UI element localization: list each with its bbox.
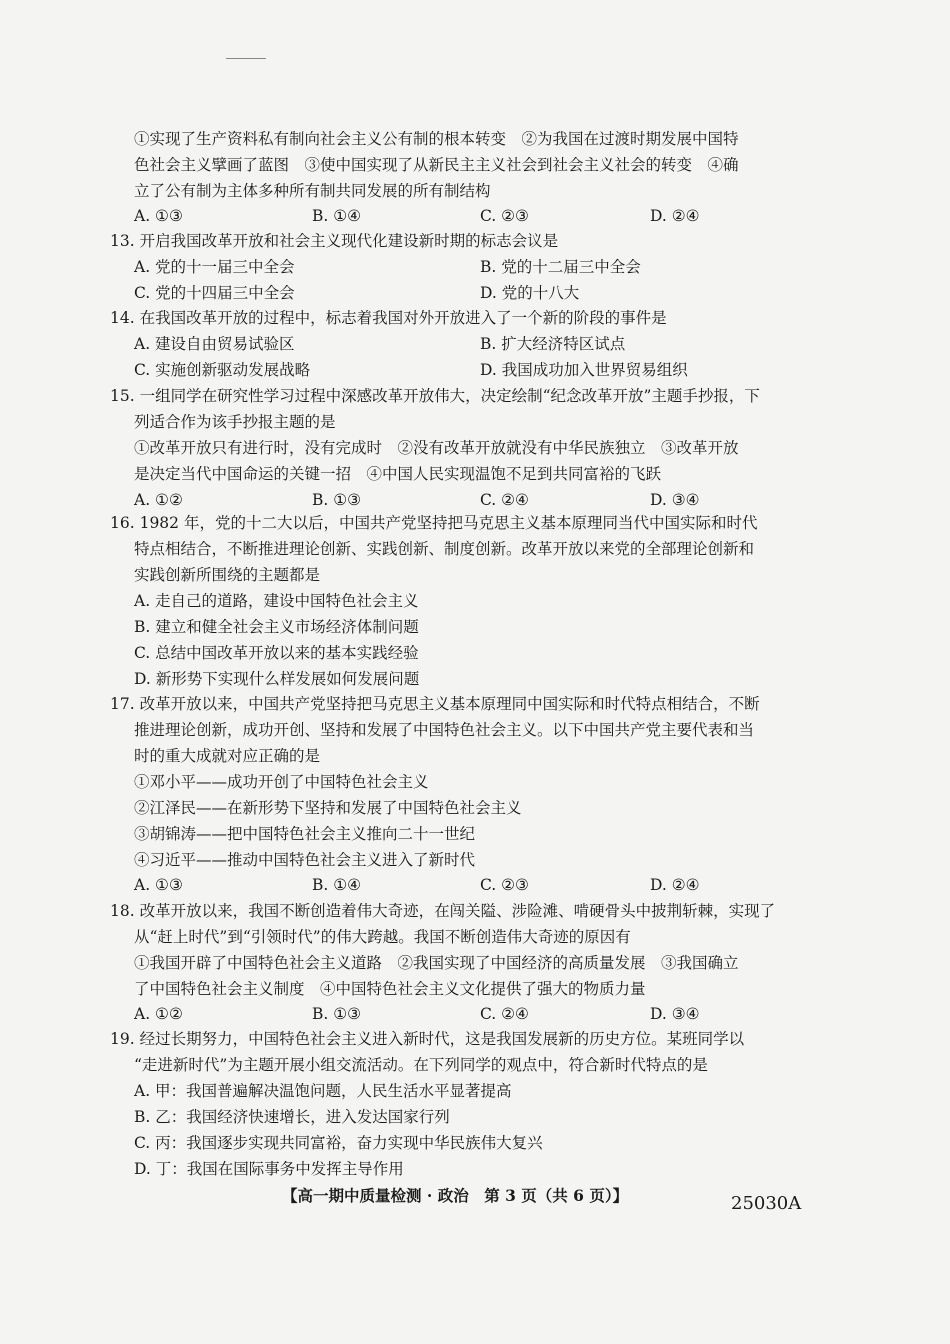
paper-code: 25030A (731, 1193, 802, 1214)
option-d: D. ③④ (650, 491, 700, 509)
option-b: B. ①④ (312, 207, 362, 225)
option-a: A. ①③ (134, 207, 183, 225)
question-stem: 特点相结合，不断推进理论创新、实践创新、制度创新。改革开放以来党的全部理论创新和 (134, 540, 755, 558)
option-b: B. ①③ (312, 1005, 362, 1023)
option-c: C. ②③ (480, 876, 529, 894)
page-footer: 【高一期中质量检测 · 政治 第 3 页（共 6 页）】 (282, 1186, 629, 1205)
statement-line: ①改革开放只有进行时，没有完成时 ②没有改革开放就没有中华民族独立 ③改革开放 (134, 439, 739, 457)
options-row (134, 280, 794, 306)
statement-item: ③胡锦涛——把中国特色社会主义推向二十一世纪 (134, 825, 476, 843)
option-b: B. 扩大经济特区试点 (480, 335, 626, 353)
question-stem: 列适合作为该手抄报主题的是 (134, 413, 336, 431)
question-stem: 从“赶上时代”到“引领时代”的伟大跨越。我国不断创造伟大奇迹的原因有 (134, 928, 631, 946)
statement-line: 色社会主义擘画了蓝图 ③使中国实现了从新民主主义社会到社会主义社会的转变 ④确 (134, 156, 739, 174)
scan-mark (226, 58, 266, 59)
question-stem: 17. 改革开放以来，中国共产党坚持把马克思主义基本原理同中国实际和时代特点相结合，不断 (110, 695, 760, 713)
option-d: D. 党的十八大 (480, 284, 580, 302)
option-a: A. ①② (134, 1005, 183, 1023)
option-c: C. 实施创新驱动发展战略 (134, 361, 311, 379)
option-b: B. 乙：我国经济快速增长，进入发达国家行列 (134, 1108, 450, 1126)
option-d: D. 我国成功加入世界贸易组织 (480, 361, 688, 379)
option-a: A. 甲：我国普遍解决温饱问题，人民生活水平显著提高 (134, 1082, 512, 1100)
option-d: D. 新形势下实现什么样发展如何发展问题 (134, 670, 420, 688)
statement-line: 立了公有制为主体多种所有制共同发展的所有制结构 (134, 182, 491, 200)
statement-line: 是决定当代中国命运的关键一招 ④中国人民实现温饱不足到共同富裕的飞跃 (134, 465, 662, 483)
question-stem: 15. 一组同学在研究性学习过程中深感改革开放伟大，决定绘制“纪念改革开放”主题手抄报，下 (110, 387, 760, 405)
option-a: A. ①② (134, 491, 183, 509)
options-row (134, 254, 794, 280)
options-row (134, 872, 794, 898)
question-stem: 时的重大成就对应正确的是 (134, 747, 321, 765)
options-row (134, 203, 794, 229)
option-c: C. 总结中国改革开放以来的基本实践经验 (134, 644, 419, 662)
question-stem: 14. 在我国改革开放的过程中，标志着我国对外开放进入了一个新的阶段的事件是 (110, 309, 667, 327)
statement-item: ④习近平——推动中国特色社会主义进入了新时代 (134, 851, 476, 869)
option-b: B. 党的十二届三中全会 (480, 258, 641, 276)
option-a: A. 建设自由贸易试验区 (134, 335, 295, 353)
statement-line: ①实现了生产资料私有制向社会主义公有制的根本转变 ②为我国在过渡时期发展中国特 (134, 130, 739, 148)
option-d: D. 丁：我国在国际事务中发挥主导作用 (134, 1160, 404, 1178)
option-a: A. 党的十一届三中全会 (134, 258, 295, 276)
option-c: C. ②④ (480, 491, 529, 509)
question-stem: “走进新时代”为主题开展小组交流活动。在下列同学的观点中，符合新时代特点的是 (134, 1056, 708, 1074)
option-c: C. ②④ (480, 1005, 529, 1023)
options-row (134, 331, 794, 357)
question-stem: 推进理论创新，成功开创、坚持和发展了中国特色社会主义。以下中国共产党主要代表和当 (134, 721, 755, 739)
options-row (134, 357, 794, 383)
option-d: D. ②④ (650, 207, 700, 225)
question-stem: 13. 开启我国改革开放和社会主义现代化建设新时期的标志会议是 (110, 232, 559, 250)
option-c: C. ②③ (480, 207, 529, 225)
statement-line: ①我国开辟了中国特色社会主义道路 ②我国实现了中国经济的高质量发展 ③我国确立 (134, 954, 739, 972)
question-stem: 19. 经过长期努力，中国特色社会主义进入新时代，这是我国发展新的历史方位。某班同学以 (110, 1030, 745, 1048)
option-a: A. ①③ (134, 876, 183, 894)
question-stem: 16. 1982 年，党的十二大以后，中国共产党坚持把马克思主义基本原理同当代中国实际和时代 (110, 514, 758, 532)
statement-item: ②江泽民——在新形势下坚持和发展了中国特色社会主义 (134, 799, 522, 817)
statement-item: ①邓小平——成功开创了中国特色社会主义 (134, 773, 429, 791)
statement-line: 了中国特色社会主义制度 ④中国特色社会主义文化提供了强大的物质力量 (134, 980, 646, 998)
option-c: C. 党的十四届三中全会 (134, 284, 295, 302)
option-b: B. 建立和健全社会主义市场经济体制问题 (134, 618, 419, 636)
options-row (134, 1001, 794, 1027)
question-stem: 18. 改革开放以来，我国不断创造着伟大奇迹，在闯关隘、涉险滩、啃硬骨头中披荆斩棘，实现了 (110, 902, 776, 920)
option-d: D. ②④ (650, 876, 700, 894)
option-d: D. ③④ (650, 1005, 700, 1023)
option-c: C. 丙：我国逐步实现共同富裕，奋力实现中华民族伟大复兴 (134, 1134, 543, 1152)
option-b: B. ①③ (312, 491, 362, 509)
question-stem: 实践创新所围绕的主题都是 (134, 566, 321, 584)
option-a: A. 走自己的道路，建设中国特色社会主义 (134, 592, 419, 610)
option-b: B. ①④ (312, 876, 362, 894)
